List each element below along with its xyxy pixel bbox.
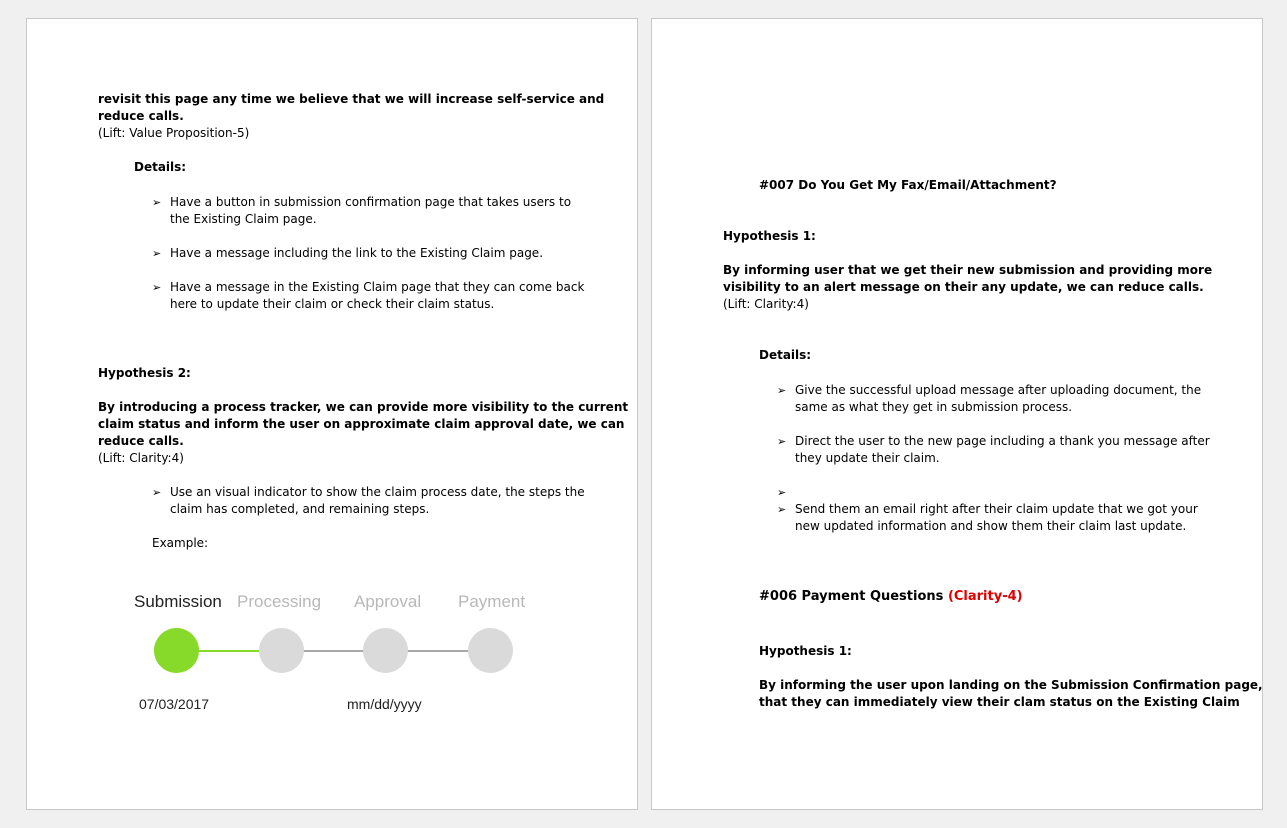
example-label: Example:: [152, 536, 209, 550]
intro-line-2: reduce calls.: [98, 109, 184, 123]
visual-indicator-line-1: Use an visual indicator to show the claim process date, the steps the: [170, 485, 585, 499]
tracker-step-payment-label: Payment: [458, 592, 526, 611]
tracker-step-approval-dot: [363, 628, 408, 673]
intro-line-1: revisit this page any time we believe that we will increase self-service and: [98, 92, 605, 106]
bullet-arrow-icon: ➢: [777, 384, 787, 397]
tracker-approval-date: mm/dd/yyyy: [347, 696, 422, 712]
document-page-1: [26, 18, 638, 810]
section-006-clarity-tag: (Clarity-4): [947, 589, 1023, 604]
tracker-step-submission-dot: [154, 628, 199, 673]
bullet-arrow-icon: ➢: [152, 281, 162, 294]
hypothesis-1-line-2: visibility to an alert message on their any update, we can reduce calls.: [723, 280, 1204, 294]
details-item-4-line-2: new updated information and show them their claim last update.: [795, 519, 1187, 533]
details-item-2-line-1: Have a message including the link to the Existing Claim page.: [170, 246, 544, 260]
details-item-1-line-2: the Existing Claim page.: [170, 212, 317, 226]
details-heading: Details:: [759, 348, 812, 362]
bullet-arrow-icon: ➢: [152, 196, 162, 209]
details-item-1-line-1: Have a button in submission confirmation page that takes users to: [170, 195, 572, 209]
bullet-arrow-icon: ➢: [152, 486, 162, 499]
tracker-step-approval-label: Approval: [354, 592, 422, 611]
details-item-2-line-2: they update their claim.: [795, 451, 940, 465]
tracker-step-processing-dot: [259, 628, 304, 673]
hypothesis-1-line-1: By informing user that we get their new submission and providing more: [723, 263, 1213, 277]
hypothesis-1b-line-2: that they can immediately view their clam status on the Existing Claim: [759, 695, 1240, 709]
hypothesis-1b-line-1: By informing the user upon landing on the Submission Confirmation page,: [759, 678, 1263, 692]
hypothesis-1-heading: Hypothesis 1:: [723, 229, 816, 243]
tracker-submission-date: 07/03/2017: [139, 696, 210, 712]
section-006-title: #006 Payment Questions: [759, 589, 944, 604]
details-item-3-line-1: Have a message in the Existing Claim page that they can come back: [170, 280, 585, 294]
details-item-1-line-2: same as what they get in submission process.: [795, 400, 1073, 414]
hypothesis-1b-heading: Hypothesis 1:: [759, 644, 852, 658]
section-006-heading: [759, 588, 1023, 605]
bullet-arrow-icon: ➢: [152, 247, 162, 260]
visual-indicator-line-2: claim has completed, and remaining steps.: [170, 502, 430, 516]
details-item-3-line-2: here to update their claim or check their claim status.: [170, 297, 495, 311]
bullet-arrow-icon: ➢: [777, 503, 787, 516]
lift-clarity: (Lift: Clarity:4): [723, 297, 809, 311]
details-item-4-line-1: Send them an email right after their claim update that we got your: [795, 502, 1198, 516]
hypothesis-2-line-2: claim status and inform the user on approximate claim approval date, we can: [98, 417, 625, 431]
section-007-heading: #007 Do You Get My Fax/Email/Attachment?: [759, 178, 1057, 192]
hypothesis-2-line-1: By introducing a process tracker, we can provide more visibility to the current: [98, 400, 629, 414]
tracker-step-processing-label: Processing: [237, 592, 322, 611]
hypothesis-2-heading: Hypothesis 2:: [98, 366, 191, 380]
details-heading: Details:: [134, 160, 187, 174]
tracker-step-submission-label: Submission: [134, 592, 222, 611]
document-page-2: [651, 18, 1263, 810]
bullet-arrow-icon: ➢: [777, 486, 787, 499]
details-item-2-line-1: Direct the user to the new page including a thank you message after: [795, 434, 1210, 448]
hypothesis-2-line-3: reduce calls.: [98, 434, 184, 448]
tracker-step-payment-dot: [468, 628, 513, 673]
details-item-1-line-1: Give the successful upload message after uploading document, the: [795, 383, 1202, 397]
lift-value-proposition: (Lift: Value Proposition-5): [98, 126, 250, 140]
lift-clarity: (Lift: Clarity:4): [98, 451, 184, 465]
bullet-arrow-icon: ➢: [777, 435, 787, 448]
